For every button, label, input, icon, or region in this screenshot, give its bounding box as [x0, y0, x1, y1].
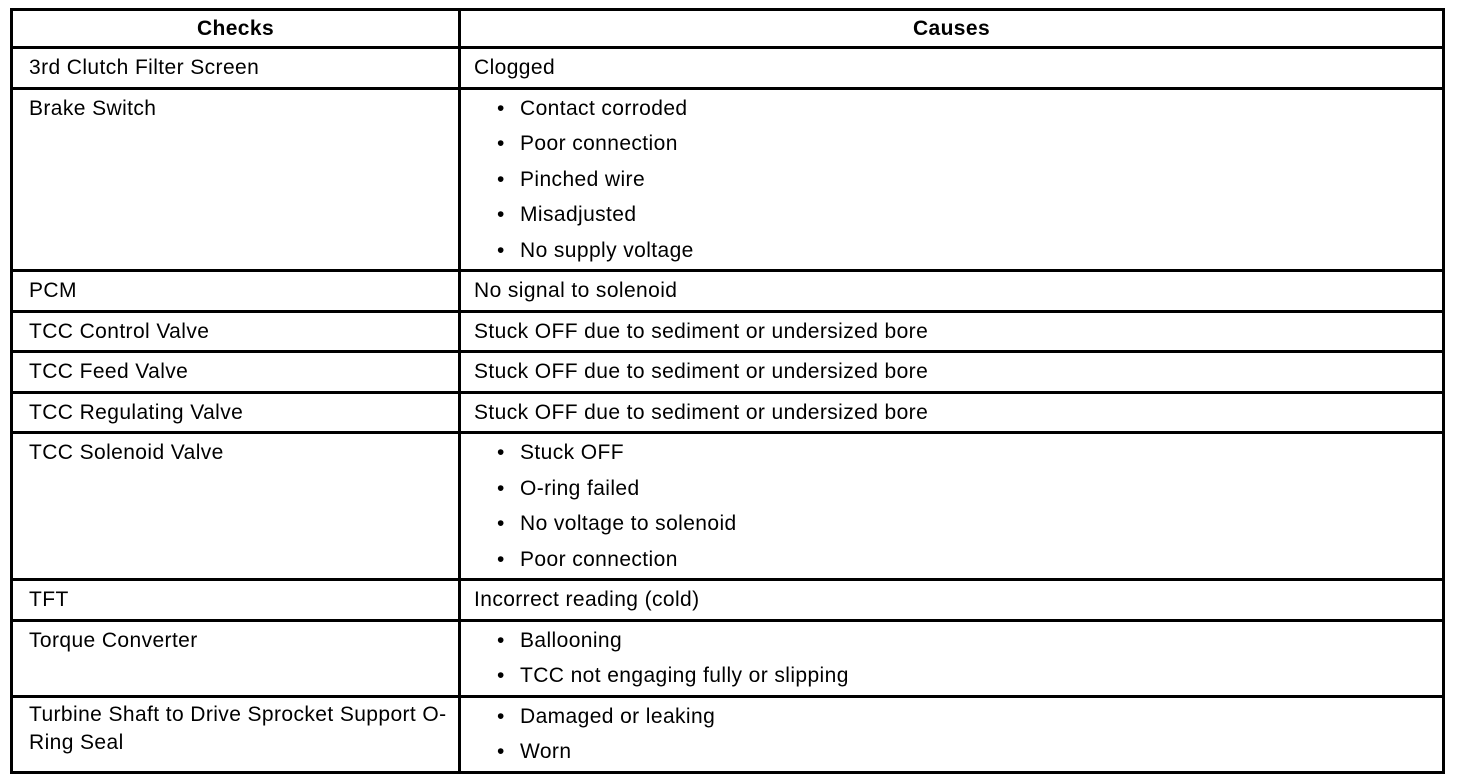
- cause-cell: [461, 622, 1442, 695]
- check-cell: TCC Control Valve: [13, 313, 461, 351]
- check-cell: TCC Solenoid Valve: [13, 434, 461, 578]
- cause-cell: Stuck OFF due to sediment or undersized bore: [474, 360, 929, 383]
- list-item: • Poor connection: [497, 126, 1442, 162]
- cause-list: [474, 623, 1442, 694]
- table-header-row: [13, 11, 1442, 46]
- cause-cell: Clogged: [474, 56, 556, 79]
- check-cell: TCC Feed Valve: [13, 353, 461, 391]
- check-cell: PCM: [13, 272, 461, 310]
- table-row: [13, 269, 1442, 310]
- table-row: [13, 619, 1442, 695]
- list-item: • Ballooning: [497, 623, 1442, 659]
- list-item: • O-ring failed: [497, 471, 1442, 507]
- list-item: • Pinched wire: [497, 162, 1442, 198]
- cause-list: [474, 699, 1442, 770]
- check-cell: TFT: [13, 581, 461, 619]
- list-item: • Stuck OFF: [497, 435, 1442, 471]
- table-row: [13, 578, 1442, 619]
- list-item: • Damaged or leaking: [497, 699, 1442, 735]
- diagnosis-table: [10, 8, 1445, 774]
- table-row: [13, 391, 1442, 432]
- cause-cell: [461, 434, 1442, 578]
- list-item: • Contact corroded: [497, 91, 1442, 127]
- table-row: [13, 46, 1442, 87]
- check-cell: TCC Regulating Valve: [13, 394, 461, 432]
- check-cell: Torque Converter: [13, 622, 461, 695]
- cause-cell: No signal to solenoid: [474, 279, 678, 302]
- table-row: [13, 310, 1442, 351]
- list-item: • Poor connection: [497, 542, 1442, 578]
- cause-cell: [461, 90, 1442, 270]
- list-item: • No voltage to solenoid: [497, 506, 1442, 542]
- list-item: • Misadjusted: [497, 197, 1442, 233]
- cause-cell: Stuck OFF due to sediment or undersized bore: [474, 400, 929, 424]
- check-cell: 3rd Clutch Filter Screen: [13, 49, 461, 87]
- check-cell: Brake Switch: [13, 90, 461, 270]
- check-cell: Turbine Shaft to Drive Sprocket Support O-Ring Seal: [13, 698, 461, 771]
- list-item: • No supply voltage: [497, 233, 1442, 269]
- table-row: [13, 87, 1442, 270]
- list-item: • Worn: [497, 734, 1442, 770]
- cause-list: [474, 435, 1442, 577]
- table-row: [13, 350, 1442, 391]
- header-checks: Checks: [13, 11, 461, 46]
- cause-cell: Incorrect reading (cold): [474, 588, 700, 611]
- list-item: • TCC not engaging fully or slipping: [497, 658, 1442, 694]
- header-causes: Causes: [912, 17, 991, 40]
- table-row: [13, 695, 1442, 771]
- cause-cell: Stuck OFF due to sediment or undersized bore: [474, 319, 929, 343]
- cause-list: [474, 91, 1442, 269]
- table-row: [13, 431, 1442, 578]
